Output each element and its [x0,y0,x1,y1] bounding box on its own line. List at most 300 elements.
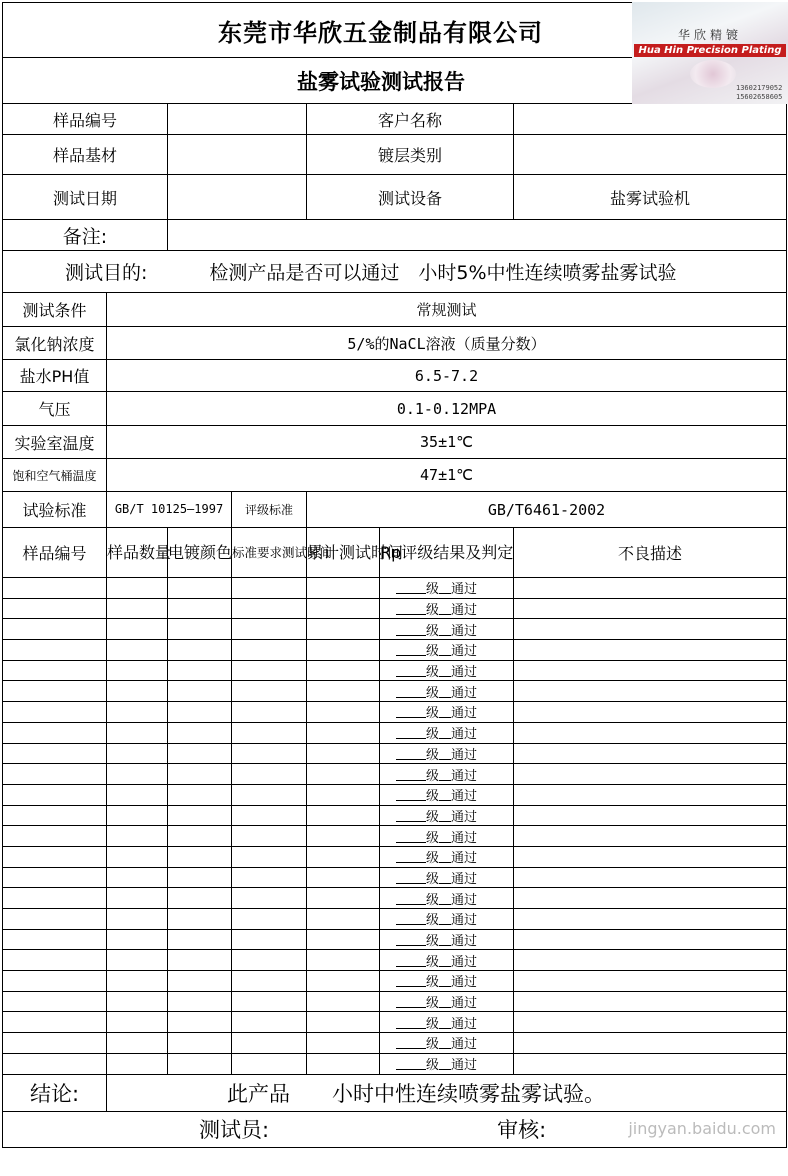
test-date-value[interactable] [168,175,307,220]
result-label: 通过 [451,727,478,743]
result-blank[interactable] [439,1057,451,1070]
row-color[interactable] [168,991,232,1012]
row-sample-no[interactable] [3,743,107,764]
grade-blank[interactable] [396,892,426,905]
row-defect[interactable] [514,743,787,764]
substrate-label: 样品基材 [3,135,168,175]
condition-label: 氯化钠浓度 [3,327,107,360]
row-req-time[interactable] [232,950,307,971]
condition-label: 气压 [3,392,107,426]
row-defect[interactable] [514,681,787,702]
row-qty[interactable] [107,722,168,743]
test-date-label: 测试日期 [3,175,168,220]
row-rp [380,578,514,599]
grade-blank[interactable] [396,809,426,822]
result-blank[interactable] [439,705,451,718]
row-color[interactable] [168,660,232,681]
standard-label: 试验标准 [3,492,107,528]
row-cum-time[interactable] [307,826,380,847]
row-cum-time[interactable] [307,660,380,681]
grade-blank[interactable] [396,726,426,739]
rating-standard-label: 评级标准 [232,492,307,528]
row-rp [380,909,514,930]
row-qty[interactable] [107,805,168,826]
row-cum-time[interactable] [307,784,380,805]
row-cum-time[interactable] [307,929,380,950]
customer-value[interactable] [514,104,787,135]
result-blank[interactable] [439,623,451,636]
row-qty[interactable] [107,846,168,867]
row-defect[interactable] [514,578,787,599]
row-defect[interactable] [514,867,787,888]
conclusion-label: 结论: [3,1074,107,1111]
grade-blank[interactable] [396,768,426,781]
table-row [3,598,787,619]
row-cum-time[interactable] [307,805,380,826]
row-color[interactable] [168,743,232,764]
row-qty[interactable] [107,640,168,661]
row-req-time[interactable] [232,1012,307,1033]
result-label: 通过 [451,747,478,763]
grade-blank[interactable] [396,871,426,884]
grade-label: 级 [426,954,440,970]
row-qty[interactable] [107,1033,168,1054]
row-color[interactable] [168,846,232,867]
remarks-label: 备注: [3,220,168,251]
grade-label: 级 [426,747,440,763]
row-req-time[interactable] [232,784,307,805]
grade-label: 级 [426,603,440,619]
result-blank[interactable] [439,974,451,987]
row-defect[interactable] [514,909,787,930]
reviewer-label: 审核: [497,1118,547,1142]
row-rp [380,764,514,785]
row-req-time[interactable] [232,929,307,950]
row-rp [380,640,514,661]
result-label: 通过 [451,665,478,681]
row-qty[interactable] [107,909,168,930]
result-blank[interactable] [439,912,451,925]
grade-label: 级 [426,685,440,701]
result-label: 通过 [451,623,478,639]
row-req-time[interactable] [232,619,307,640]
row-defect[interactable] [514,764,787,785]
row-color[interactable] [168,929,232,950]
grade-blank[interactable] [396,664,426,677]
result-label: 通过 [451,954,478,970]
result-label: 通过 [451,913,478,929]
row-defect[interactable] [514,619,787,640]
row-sample-no[interactable] [3,598,107,619]
grade-label: 级 [426,996,440,1012]
row-color[interactable] [168,702,232,723]
result-label: 通过 [451,851,478,867]
result-blank[interactable] [439,685,451,698]
condition-row [3,459,787,492]
row-color[interactable] [168,784,232,805]
row-sample-no[interactable] [3,640,107,661]
row-cum-time[interactable] [307,681,380,702]
grade-label: 级 [426,644,440,660]
row-defect[interactable] [514,1033,787,1054]
result-blank[interactable] [439,664,451,677]
col-header-sample-no: 样品编号 [3,528,107,578]
row-qty[interactable] [107,991,168,1012]
row-rp [380,805,514,826]
row-req-time[interactable] [232,971,307,992]
condition-value: 47±1℃ [107,459,787,492]
row-defect[interactable] [514,826,787,847]
row-sample-no[interactable] [3,971,107,992]
row-qty[interactable] [107,1053,168,1074]
result-label: 通过 [451,830,478,846]
company-name: 东莞市华欣五金制品有限公司 [218,17,543,47]
test-standard-value: GB/T 10125—1997 [107,492,232,528]
grade-blank[interactable] [396,995,426,1008]
row-cum-time[interactable] [307,867,380,888]
row-req-time[interactable] [232,640,307,661]
row-sample-no[interactable] [3,619,107,640]
row-cum-time[interactable] [307,764,380,785]
row-qty[interactable] [107,888,168,909]
result-label: 通过 [451,996,478,1012]
condition-row [3,327,787,360]
result-blank[interactable] [439,768,451,781]
col-header-cum-time: 累计测试时间 [307,528,380,578]
row-rp [380,1012,514,1033]
grade-blank[interactable] [396,602,426,615]
logo-cn-text: 华欣精镀 [677,28,742,42]
grade-label: 级 [426,1016,440,1032]
row-defect[interactable] [514,640,787,661]
grade-blank[interactable] [396,974,426,987]
table-row [3,702,787,723]
grade-blank[interactable] [396,643,426,656]
row-cum-time[interactable] [307,1012,380,1033]
row-cum-time[interactable] [307,1053,380,1074]
row-sample-no[interactable] [3,846,107,867]
result-blank[interactable] [439,581,451,594]
row-rp [380,660,514,681]
row-qty[interactable] [107,1012,168,1033]
purpose-row [3,251,787,293]
row-color[interactable] [168,578,232,599]
grade-label: 级 [426,706,440,722]
col-header-qty: 样品数量 [107,528,168,578]
row-cum-time[interactable] [307,888,380,909]
row-color[interactable] [168,619,232,640]
report-title: 盐雾试验测试报告 [297,68,465,94]
row-qty[interactable] [107,598,168,619]
table-row [3,929,787,950]
row-qty[interactable] [107,764,168,785]
result-blank[interactable] [439,643,451,656]
row-defect[interactable] [514,1012,787,1033]
row-sample-no[interactable] [3,764,107,785]
condition-label: 饱和空气桶温度 [3,459,107,492]
row-sample-no[interactable] [3,909,107,930]
row-color[interactable] [168,867,232,888]
row-req-time[interactable] [232,764,307,785]
result-label: 通过 [451,582,478,598]
row-defect[interactable] [514,784,787,805]
row-sample-no[interactable] [3,991,107,1012]
row-req-time[interactable] [232,598,307,619]
result-blank[interactable] [439,602,451,615]
row-color[interactable] [168,888,232,909]
row-cum-time[interactable] [307,1033,380,1054]
row-sample-no[interactable] [3,867,107,888]
row-rp [380,846,514,867]
result-blank[interactable] [439,850,451,863]
logo-flower-image [690,60,736,88]
condition-row [3,360,787,392]
row-color[interactable] [168,722,232,743]
row-cum-time[interactable] [307,619,380,640]
row-req-time[interactable] [232,888,307,909]
result-blank[interactable] [439,1016,451,1029]
row-defect[interactable] [514,991,787,1012]
grade-label: 级 [426,768,440,784]
row-qty[interactable] [107,702,168,723]
row-qty[interactable] [107,743,168,764]
grade-blank[interactable] [396,581,426,594]
grade-blank[interactable] [396,747,426,760]
row-sample-no[interactable] [3,805,107,826]
row-color[interactable] [168,1053,232,1074]
row-sample-no[interactable] [3,929,107,950]
row-color[interactable] [168,764,232,785]
row-qty[interactable] [107,784,168,805]
result-blank[interactable] [439,830,451,843]
row-cum-time[interactable] [307,578,380,599]
row-cum-time[interactable] [307,743,380,764]
result-blank[interactable] [439,995,451,1008]
col-header-rp: Rp评级结果及判定 [380,528,514,578]
grade-label: 级 [426,1037,440,1053]
condition-value: 0.1-0.12MPA [107,392,787,426]
table-row [3,867,787,888]
plating-value[interactable] [514,135,787,175]
row-rp [380,950,514,971]
row-sample-no[interactable] [3,950,107,971]
row-defect[interactable] [514,660,787,681]
grade-blank[interactable] [396,850,426,863]
row-sample-no[interactable] [3,722,107,743]
row-sample-no[interactable] [3,660,107,681]
row-req-time[interactable] [232,826,307,847]
row-color[interactable] [168,681,232,702]
grade-blank[interactable] [396,705,426,718]
table-row [3,991,787,1012]
grade-label: 级 [426,871,440,887]
row-req-time[interactable] [232,991,307,1012]
row-req-time[interactable] [232,909,307,930]
conclusion-text: 此产品 小时中性连续喷雾盐雾试验。 [107,1074,787,1111]
row-cum-time[interactable] [307,722,380,743]
row-cum-time[interactable] [307,846,380,867]
row-defect[interactable] [514,702,787,723]
remarks-value[interactable] [168,220,787,251]
watermark-text: jingyan.baidu.com [628,1119,776,1138]
row-color[interactable] [168,950,232,971]
table-row [3,743,787,764]
row-qty[interactable] [107,681,168,702]
row-qty[interactable] [107,867,168,888]
row-cum-time[interactable] [307,640,380,661]
row-sample-no[interactable] [3,681,107,702]
row-req-time[interactable] [232,867,307,888]
row-cum-time[interactable] [307,971,380,992]
row-defect[interactable] [514,971,787,992]
grade-label: 级 [426,727,440,743]
result-label: 通过 [451,871,478,887]
row-qty[interactable] [107,950,168,971]
col-header-req-time: 标准要求测试时间 [232,528,307,578]
row-cum-time[interactable] [307,909,380,930]
purpose-label: 测试目的: [65,262,148,284]
row-defect[interactable] [514,950,787,971]
sample-no-value[interactable] [168,104,307,135]
row-req-time[interactable] [232,578,307,599]
condition-value: 6.5-7.2 [107,360,787,392]
grade-blank[interactable] [396,954,426,967]
result-blank[interactable] [439,892,451,905]
row-defect[interactable] [514,929,787,950]
logo-en-text: Hua Hin Precision Plating [634,44,786,57]
row-sample-no[interactable] [3,702,107,723]
row-cum-time[interactable] [307,598,380,619]
row-sample-no[interactable] [3,826,107,847]
row-req-time[interactable] [232,722,307,743]
table-row [3,764,787,785]
condition-row [3,392,787,426]
grade-label: 级 [426,913,440,929]
table-row [3,784,787,805]
row-sample-no[interactable] [3,784,107,805]
row-color[interactable] [168,640,232,661]
grade-blank[interactable] [396,1016,426,1029]
row-color[interactable] [168,598,232,619]
grade-blank[interactable] [396,788,426,801]
grade-label: 级 [426,582,440,598]
grade-label: 级 [426,665,440,681]
row-defect[interactable] [514,1053,787,1074]
row-req-time[interactable] [232,1053,307,1074]
row-qty[interactable] [107,971,168,992]
row-qty[interactable] [107,929,168,950]
row-defect[interactable] [514,805,787,826]
report-form [2,2,787,1148]
grade-blank[interactable] [396,685,426,698]
condition-label: 实验室温度 [3,426,107,459]
result-blank[interactable] [439,871,451,884]
substrate-value[interactable] [168,135,307,175]
grade-blank[interactable] [396,623,426,636]
row-sample-no[interactable] [3,1053,107,1074]
table-row [3,1012,787,1033]
row-color[interactable] [168,805,232,826]
row-rp [380,1033,514,1054]
tester-label: 测试员: [199,1118,270,1142]
row-sample-no[interactable] [3,578,107,599]
result-blank[interactable] [439,809,451,822]
row-req-time[interactable] [232,805,307,826]
table-row [3,971,787,992]
row-color[interactable] [168,909,232,930]
row-rp [380,1053,514,1074]
row-rp [380,619,514,640]
result-blank[interactable] [439,1036,451,1049]
result-label: 通过 [451,789,478,805]
result-blank[interactable] [439,747,451,760]
row-req-time[interactable] [232,681,307,702]
row-qty[interactable] [107,578,168,599]
condition-label: 测试条件 [3,293,107,327]
equipment-value: 盐雾试验机 [514,175,787,220]
result-blank[interactable] [439,788,451,801]
row-req-time[interactable] [232,1033,307,1054]
row-qty[interactable] [107,660,168,681]
result-blank[interactable] [439,933,451,946]
row-qty[interactable] [107,619,168,640]
grade-blank[interactable] [396,1057,426,1070]
row-req-time[interactable] [232,743,307,764]
logo-phone-2: 15602658605 [736,93,783,101]
result-blank[interactable] [439,726,451,739]
company-logo [632,2,788,104]
result-label: 通过 [451,603,478,619]
row-sample-no[interactable] [3,1033,107,1054]
result-label: 通过 [451,809,478,825]
row-cum-time[interactable] [307,950,380,971]
grade-blank[interactable] [396,933,426,946]
row-defect[interactable] [514,598,787,619]
table-row [3,846,787,867]
row-defect[interactable] [514,846,787,867]
row-color[interactable] [168,971,232,992]
grade-label: 级 [426,789,440,805]
row-rp [380,826,514,847]
row-cum-time[interactable] [307,991,380,1012]
row-req-time[interactable] [232,660,307,681]
result-label: 通过 [451,685,478,701]
grade-blank[interactable] [396,912,426,925]
row-sample-no[interactable] [3,888,107,909]
row-qty[interactable] [107,826,168,847]
row-req-time[interactable] [232,702,307,723]
row-defect[interactable] [514,722,787,743]
result-label: 通过 [451,706,478,722]
condition-value: 常规测试 [107,293,787,327]
result-label: 通过 [451,768,478,784]
table-row [3,722,787,743]
row-rp [380,971,514,992]
row-defect[interactable] [514,888,787,909]
grade-blank[interactable] [396,830,426,843]
row-cum-time[interactable] [307,702,380,723]
result-blank[interactable] [439,954,451,967]
grade-blank[interactable] [396,1036,426,1049]
row-req-time[interactable] [232,846,307,867]
row-color[interactable] [168,1012,232,1033]
row-color[interactable] [168,1033,232,1054]
row-rp [380,867,514,888]
row-color[interactable] [168,826,232,847]
report-sheet [2,2,786,1174]
row-sample-no[interactable] [3,1012,107,1033]
row-rp [380,702,514,723]
